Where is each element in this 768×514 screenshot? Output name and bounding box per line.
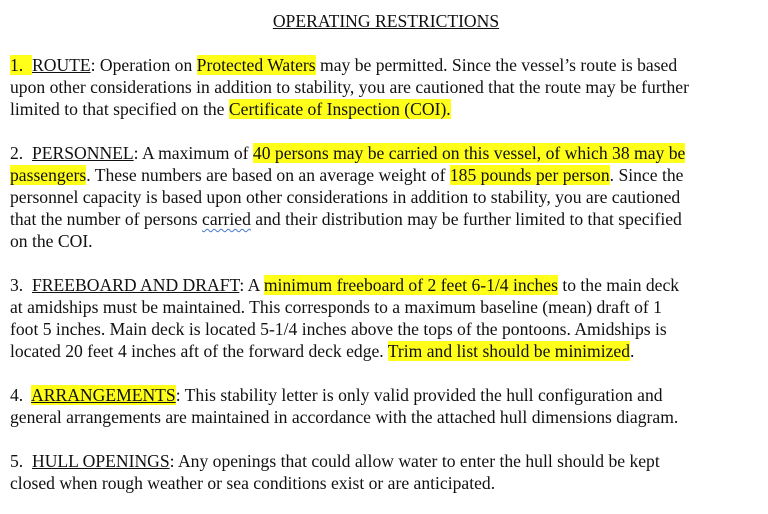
text-run: 5.: [10, 451, 32, 471]
section-heading: HULL OPENINGS: [32, 451, 170, 471]
text-run: that the number of persons: [10, 209, 203, 229]
paragraph-freeboard-and-draft: [10, 274, 762, 362]
text-line: [10, 472, 762, 494]
text-run: : Operation on: [90, 55, 197, 75]
section-heading: ARRANGEMENTS: [31, 385, 176, 405]
restrictions-list: [10, 54, 762, 494]
text-line: [10, 318, 762, 340]
highlighted-text: 185 pounds per person: [449, 165, 610, 185]
text-run: foot 5 inches. Main deck is located 5-1/4 inches above the tops of the pontoons. Amidships is: [10, 319, 667, 339]
text-run: . Since the: [609, 165, 684, 185]
text-run: : This stability letter is only valid provided the hull configuration and: [175, 385, 663, 405]
text-run: limited to that specified on the: [10, 99, 229, 119]
text-run: at amidships must be maintained. This corresponds to a maximum baseline (mean) draft of 1: [10, 297, 662, 317]
page-title: OPERATING RESTRICTIONS: [272, 11, 500, 31]
text-line: [10, 296, 762, 318]
section-heading: ROUTE: [32, 55, 91, 75]
text-line: [10, 230, 762, 252]
text-line: [10, 384, 762, 406]
text-line: [10, 76, 762, 98]
highlighted-text: passengers: [10, 165, 87, 185]
text-line: [10, 142, 762, 164]
highlighted-text: Certificate of Inspection (COI).: [228, 99, 451, 119]
text-run: on the COI.: [10, 231, 93, 251]
text-run: closed when rough weather or sea conditions exist or are anticipated.: [10, 473, 496, 493]
paragraph-route: [10, 54, 762, 120]
text-run: to the main deck: [557, 275, 680, 295]
blank-line: [10, 252, 762, 274]
highlighted-text: Protected Waters: [196, 55, 316, 75]
blank-line: [10, 428, 762, 450]
text-line: [10, 208, 762, 230]
text-run: : A: [239, 275, 264, 295]
highlighted-text: 40 persons may be carried on this vessel, of which 38 may be: [252, 143, 686, 163]
text-run: personnel capacity is based upon other considerations in addition to stability, you are cautioned: [10, 187, 681, 207]
highlighted-text: Trim and list should be minimized: [387, 341, 631, 361]
grammar-flagged-word: carried: [202, 209, 251, 229]
document-page: [10, 10, 762, 494]
paragraph-personnel: [10, 142, 762, 252]
highlighted-text: 1.: [10, 55, 32, 75]
text-run: : A maximum of: [133, 143, 253, 163]
text-line: [10, 54, 762, 76]
blank-line: [10, 32, 762, 54]
text-line: [10, 186, 762, 208]
text-line: [10, 450, 762, 472]
text-line: [10, 340, 762, 362]
text-run: may be permitted. Since the vessel’s route is based: [315, 55, 678, 75]
text-run: 3.: [10, 275, 32, 295]
text-run: .: [630, 341, 635, 361]
text-run: and their distribution may be further limited to that specified: [250, 209, 682, 229]
blank-line: [10, 120, 762, 142]
text-run: 2.: [10, 143, 32, 163]
text-run: . These numbers are based on an average weight of: [86, 165, 450, 185]
text-run: 4.: [10, 385, 32, 405]
text-line: [10, 164, 762, 186]
section-heading: PERSONNEL: [32, 143, 134, 163]
highlighted-text: minimum freeboard of 2 feet 6-1/4 inches: [263, 275, 558, 295]
text-line: [10, 98, 762, 120]
text-run: : Any openings that could allow water to enter the hull should be kept: [169, 451, 660, 471]
text-line: [10, 406, 762, 428]
text-run: located 20 feet 4 inches aft of the forward deck edge.: [10, 341, 388, 361]
text-line: [10, 274, 762, 296]
text-run: upon other considerations in addition to stability, you are cautioned that the route may be further: [10, 77, 689, 97]
section-heading: FREEBOARD AND DRAFT: [32, 275, 240, 295]
text-run: general arrangements are maintained in accordance with the attached hull dimensions diagram.: [10, 407, 679, 427]
paragraph-hull-openings: [10, 450, 762, 494]
blank-line: [10, 362, 762, 384]
paragraph-arrangements: [10, 384, 762, 428]
